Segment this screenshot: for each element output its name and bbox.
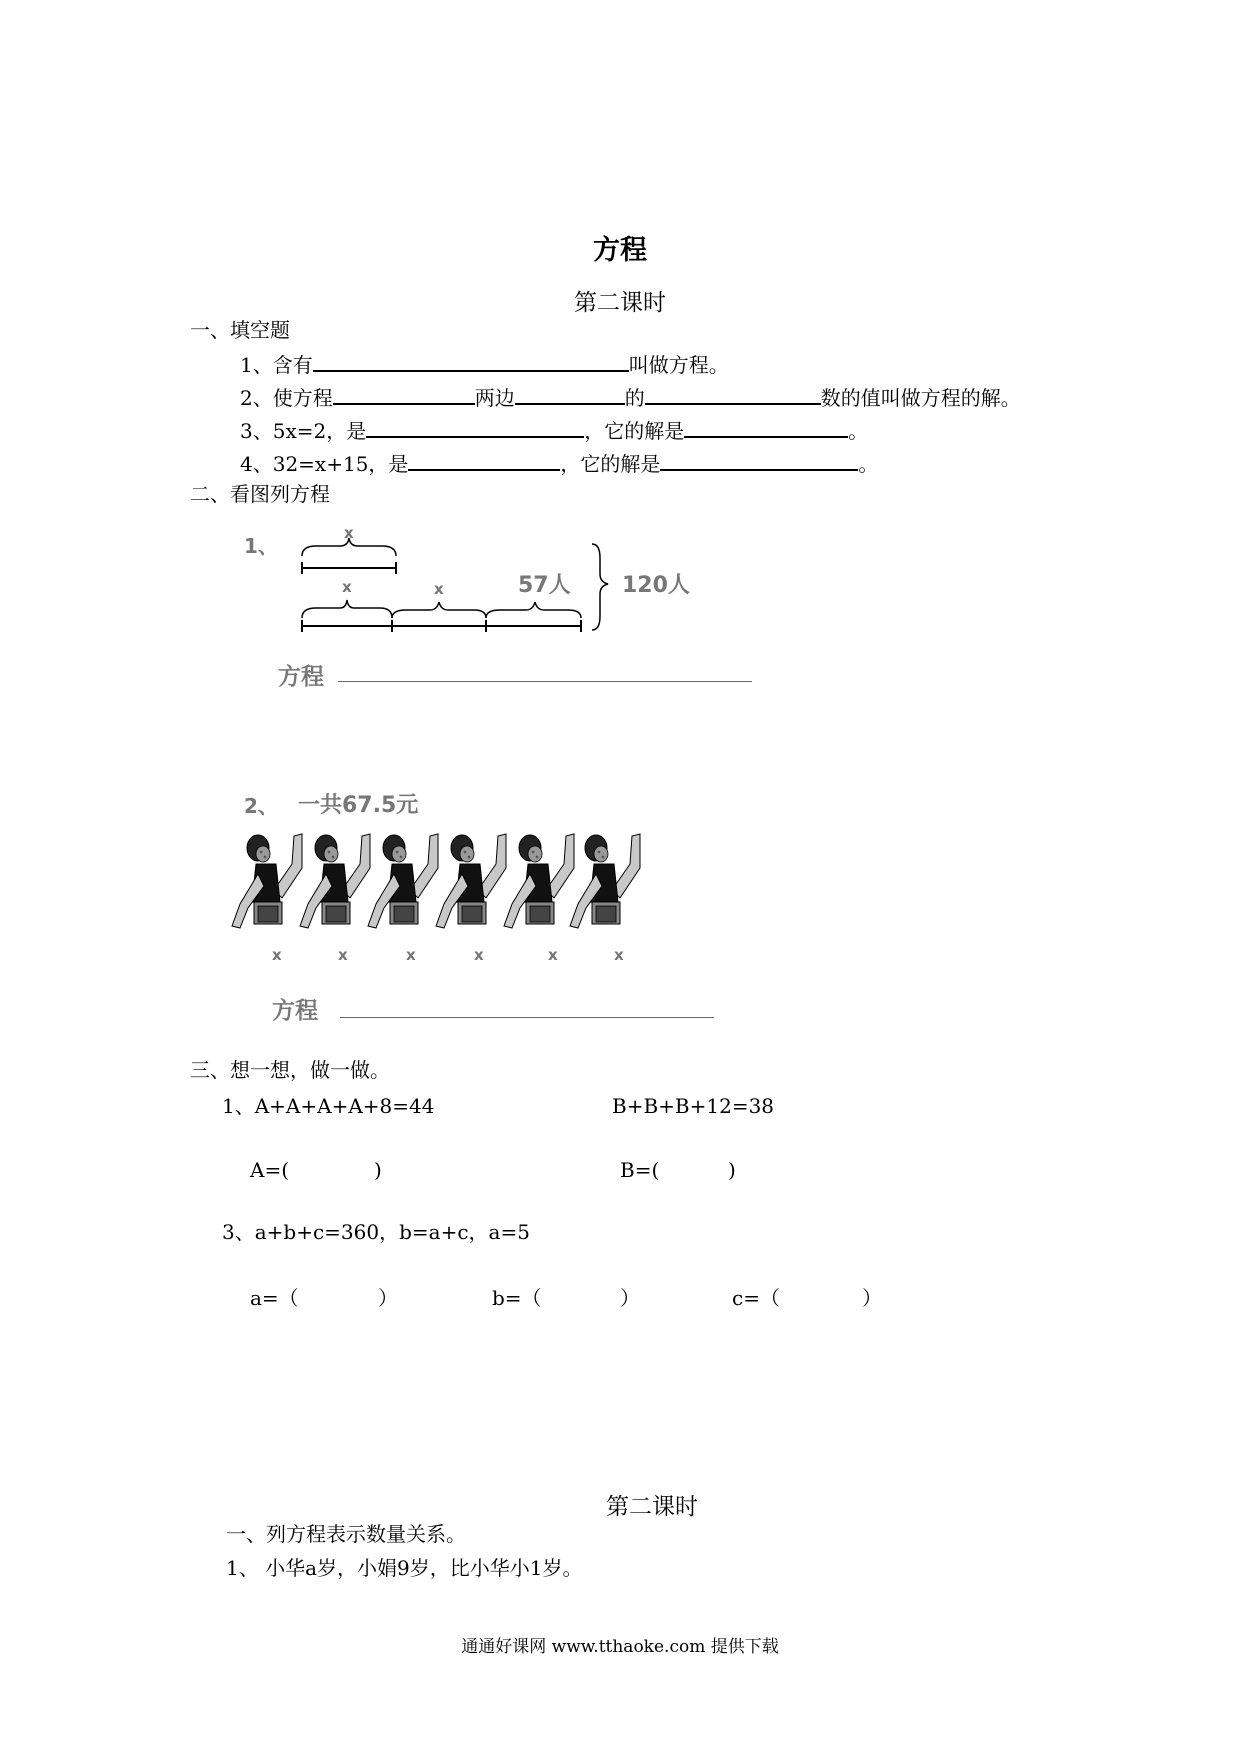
q3-fill-blank	[240, 416, 868, 443]
dancer-figure-3	[368, 834, 438, 928]
fig1-top-x-label: x	[344, 524, 354, 542]
s3-q3-a-input[interactable]	[296, 1286, 376, 1310]
s3-answer-a-input[interactable]	[292, 1158, 372, 1182]
fig2-dancers	[230, 824, 670, 944]
q4-text-c: 。	[858, 452, 879, 476]
page-title: 方程	[593, 235, 647, 266]
q2-text-c: 的	[624, 386, 645, 410]
q1-prefix: 1、含有	[240, 353, 313, 377]
part2-question-1: 1、 小华a岁，小娟9岁，比小华小1岁。	[226, 1556, 583, 1580]
fig2-equation-answer-line[interactable]	[340, 1016, 714, 1018]
s3-q3-equation: 3、a+b+c=360，b=a+c，a=5	[222, 1220, 530, 1244]
q4-blank-2[interactable]	[660, 449, 858, 471]
q2-blank-2[interactable]	[515, 383, 625, 405]
fig1-x-label-1: x	[342, 578, 352, 596]
q2-text-b: 两边	[474, 386, 515, 410]
dancer-figure-5	[504, 834, 574, 928]
dancer-figure-4	[436, 834, 506, 928]
section-think-do-heading: 三、想一想，做一做。	[190, 1058, 390, 1082]
q3-text-c: 。	[848, 419, 869, 443]
q4-text-a: 4、32=x+15，是	[240, 452, 409, 476]
section-picture-equation-heading: 二、看图列方程	[190, 482, 330, 506]
s3-answer-b-input[interactable]	[660, 1158, 724, 1182]
fig1-brace-x-1	[302, 600, 392, 618]
q4-blank-1[interactable]	[408, 449, 560, 471]
dancer-figure-6	[570, 834, 640, 928]
s3-q3-c-input[interactable]	[778, 1286, 858, 1310]
fig1-x-label-2: x	[434, 580, 444, 598]
s3-q3-b-open: b=（	[492, 1286, 542, 1310]
dancer-x-label-3: x	[406, 946, 416, 964]
q2-blank-1[interactable]	[333, 383, 475, 405]
part2-heading: 一、列方程表示数量关系。	[226, 1522, 466, 1546]
q4-fill-blank	[240, 449, 878, 476]
fig1-brace-57	[486, 602, 581, 618]
q3-text-a: 3、5x=2，是	[240, 419, 367, 443]
s3-q3-a-close: ）	[378, 1286, 398, 1310]
q2-fill-blank	[240, 383, 1021, 410]
fig1-equation-answer-line[interactable]	[338, 680, 752, 682]
s3-q3-a-open: a=（	[250, 1286, 299, 1310]
dancer-x-label-6: x	[614, 946, 624, 964]
part2-subtitle: 第二课时	[606, 1494, 698, 1520]
dancer-x-label-1: x	[272, 946, 282, 964]
fig2-equation-label: 方程	[272, 998, 318, 1024]
s3-answer-b-open: B=(	[620, 1158, 660, 1182]
s3-q3-c-close: ）	[862, 1286, 882, 1310]
dancer-figure-2	[300, 834, 370, 928]
q4-text-b: ，它的解是	[560, 452, 661, 476]
s3-q1-equation-a: 1、A+A+A+A+8=44	[222, 1094, 435, 1118]
q2-text-d: 数的值叫做方程的解。	[820, 386, 1021, 410]
q2-blank-3[interactable]	[645, 383, 821, 405]
fig1-total-label: 120人	[622, 573, 690, 598]
dancer-figure-1	[232, 834, 302, 928]
s3-answer-a-open: A=(	[250, 1158, 290, 1182]
dancer-x-label-4: x	[474, 946, 484, 964]
s3-answer-a-close: )	[374, 1158, 382, 1182]
q1-suffix: 叫做方程。	[628, 353, 729, 377]
section-fill-blank-heading: 一、填空题	[190, 318, 290, 342]
q1-fill-blank	[240, 350, 729, 377]
s3-q3-b-input[interactable]	[538, 1286, 618, 1310]
page-footer: 通通好课网 www.tthaoke.com 提供下载	[461, 1637, 779, 1657]
fig1-57-label: 57人	[518, 573, 571, 598]
fig1-equation-label: 方程	[278, 664, 324, 690]
page-subtitle: 第二课时	[574, 290, 666, 316]
s3-q3-c-open: c=（	[732, 1286, 780, 1310]
q1-blank[interactable]	[313, 350, 629, 372]
dancer-x-label-2: x	[338, 946, 348, 964]
s3-q3-b-close: ）	[620, 1286, 640, 1310]
q2-text-a: 2、使方程	[240, 386, 333, 410]
s3-answer-b-close: )	[728, 1158, 736, 1182]
fig2-number: 2、	[244, 794, 278, 818]
dancer-x-label-5: x	[548, 946, 558, 964]
q3-text-b: ，它的解是	[584, 419, 685, 443]
fig1-total-brace	[592, 544, 608, 630]
fig2-total-label: 一共67.5元	[298, 793, 419, 818]
q3-blank-1[interactable]	[366, 416, 584, 438]
fig1-brace-x-2	[392, 602, 486, 618]
fig1-number: 1、	[244, 534, 278, 558]
s3-q1-equation-b: B+B+B+12=38	[612, 1094, 775, 1118]
q3-blank-2[interactable]	[684, 416, 848, 438]
